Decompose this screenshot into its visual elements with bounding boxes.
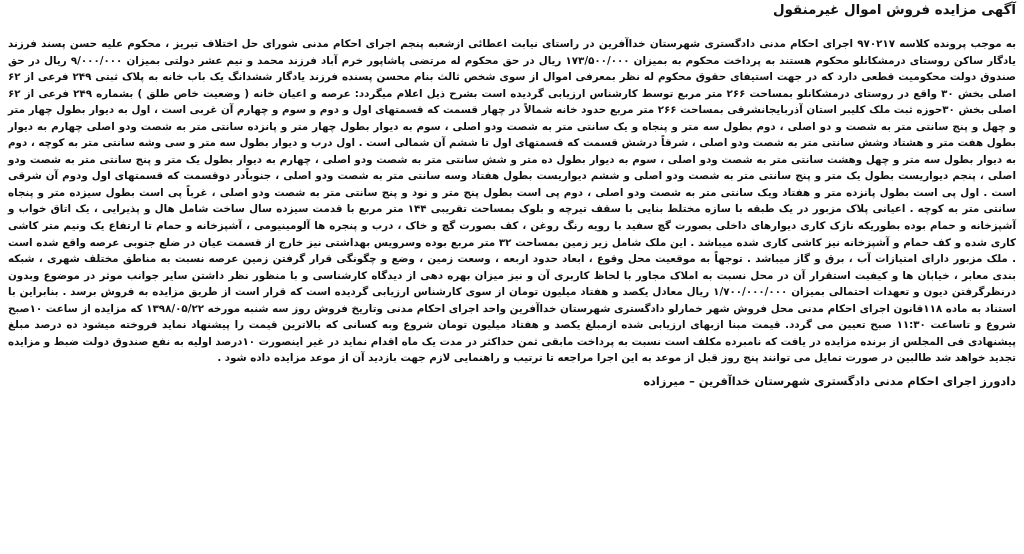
notice-signature: دادورز اجرای احکام مدنی دادگستری شهرستان خداآفرین – میرزاده (643, 373, 1016, 388)
notice-title: آگهی مزایده فروش اموال غیرمنقول (772, 3, 1016, 18)
notice-body: به موجب پرونده کلاسه ۹۷۰۲۱۷ اجرای احکام مدنی دادگستری شهرستان خداآفرین در راستای نیابت اعطائی ازشعبه پنجم اجرای احکام مدنی شورای حل اختلاف تبریز ، محکوم علیه حسن پسند فرزند یادگار ساکن روستای درمشکانلو محکوم هستند به پرداخت محکوم به بمیزان ۱۷۳/۵۰۰/۰۰۰ ریال در حق محکوم له مرتضی پاشاپور خرم آباد فرزند محمد و نیم عشر دولتی بمیزان ۹/۰۰۰/۰۰۰ ریال در حق صندوق دولت محکومیت قطعی دارد که در جهت استیفای حقوق محکوم له نظر بمعرفی اموال از سوی شخص ثالث بنام محسن پسنده فرزند یادگار ششدانگ یک باب خانه به پلاک ثبتی ۲۴۹ فرعی از ۶۲ اصلی بخش ۳۰ واقع در روستای درمشکانلو بمساحت ۲۶۶ متر مربع توسط کارشناس ارزیابی گردیده است بشرح ذیل اعلام میگردد: عرصه و اعیان خانه ( وضعیت خاص طلق ) بشماره ۲۴۹ فرعی از ۶۲ اصلی بخش ۳۰حوزه ثبت ملک کلیبر استان آذربایجانشرقی بمساحت ۲۶۶ متر مربع حدود خانه شمالاً در چهار قسمت که قسمتهای اول و دوم و سوم و چهارم آن غربی است ، اول به دیوار بطول چهار متر و چهل و پنج سانتی متر به شصت و دو اصلی ، دوم بطول سه متر و پنجاه و یک سانتی متر به شصت ودو اصلی ، سوم به دیوار بطول چهار متر و پانزده سانتی متر به شصت ودو اصلی چهارم به دیوار بطول هفت متر و هشتاد وشش سانتی متر به شصت ودو اصلی ، شرقاً درشش قسمت که قسمتهای اول تا ششم آن شمالی است . اول درب و دیوار بطول سه متر و سی وشه سانتی متر به کوچه ، دوم به دیوار بطول سه متر و چهل وهشت سانتی متر به شصت ودو اصلی ، سوم به دیوار بطول ده متر و شش سانتی متر به شصت ودو اصلی ، چهارم به دیوار بطول یک متر و پنج سانتی متر به شصت ودو اصلی ، پنجم دیواریست بطول یک متر و پنج سانتی متر به شصت ودو اصلی و ششم دیواریست بطول هفتاد وسه سانتی متر به شصت ودو اصلی ، جنوباًدر دوقسمت که قسمتهای اول ودوم آن شرقی است . اول پی است بطول پانزده متر و هفتاد ویک سانتی متر به شصت ودو اصلی ، دوم پی است بطول پنج متر و نود و پنج سانتی متر به شصت ودو اصلی ، غرباً پی است بطول سیزده متر و پنجاه سانتی متر به کوچه . اعیانی پلاک مزبور در یک طبقه با سازه مختلط بنایی با سقف تیرچه و بلوک بمساحت تقریبی ۱۴۴ متر مربع با قدمت سیزده سال ساخت شامل هال و پذیرایی ، یک اتاق خواب و آشپزخانه و حمام بوده بطوریکه نازک کاری دیوارهای داخلی بصورت گچ سفید با رویه رنگ روغن ، کف بصورت گچ و خاک ، درب و پنجره ها آلومینیومی ، آشپزخانه و حمام تا ارتفاع یک ونیم متر کاشی کاری شده و کف حمام و آشپزخانه نیز کاشی کاری شده میباشد . این ملک شامل زیر زمین بمساحت ۳۲ متر مربع بوده وسرویس بهداشتی نیز خارج از قسمت عیان در ضلع جنوبی عرصه واقع شده است . ملک مزبور دارای امتیازات آب ، برق و گاز میباشد . توجهاً به موقعیت محل وقوع ، ابعاد حدود اربعه ، وسعت زمین ، وضع و چگونگی قرار گرفتن زمین عرصه نسبت به مناطق مختلف شهری ، شبکه بندی معابر ، خیابان ها و کیفیت استقرار آن در محل نسبت به املاک مجاور با لحاظ کاربری آن و نیز میزان بهره دهی از دیدگاه کارشناسی و با منظور نظر داشتن سایر جوانب موثر در موضوع وبدون درنظرگرفتن دیون و تعهدات احتمالی بمیزان ۱/۷۰۰/۰۰۰/۰۰۰ ریال معادل یکصد و هفتاد میلیون تومان از سوی کارشناس ارزیابی گردیده است که قرار است از طریق مزایده به فروش برسد . بنابراین با استناد به ماده ۱۱۸قانون اجرای احکام مدنی محل فروش شهر خمارلو دادگستری شهرستان خداآفرین واحد اجرای احکام مدنی وتاریخ فروش روز سه شنبه مورخه ۱۳۹۸/۰۵/۲۲ که مزایده از ساعت ۱۰صبح شروع و تاساعت ۱۱:۳۰ صبح تعیین می گردد. قیمت مبنا ازبهای ارزیابی شده ازمبلغ یکصد و هفتاد میلیون تومان شروع وبه کسانی که بالاترین قیمت را پیشنهاد نماید فروخته میشود ده درصد مبلغ پیشنهادی فی المجلس از برنده مزایده در یافت که نامبرده مکلف است نسبت به پرداخت مابقی ثمن حداکثر در مدت یک ماه اقدام نماید در غیر اینصورت ۱۰درصد اولیه به نفع صندوق دولت ضبط و مزایده تجدید خواهد شد طالبین در صورت تمایل می توانند پنج روز قبل از موعد به این اجرا مراجعه تا ترتیب و راهنمایی لازم جهت بازدید آن از موعد مزایده داده شود . (8, 38, 1017, 365)
